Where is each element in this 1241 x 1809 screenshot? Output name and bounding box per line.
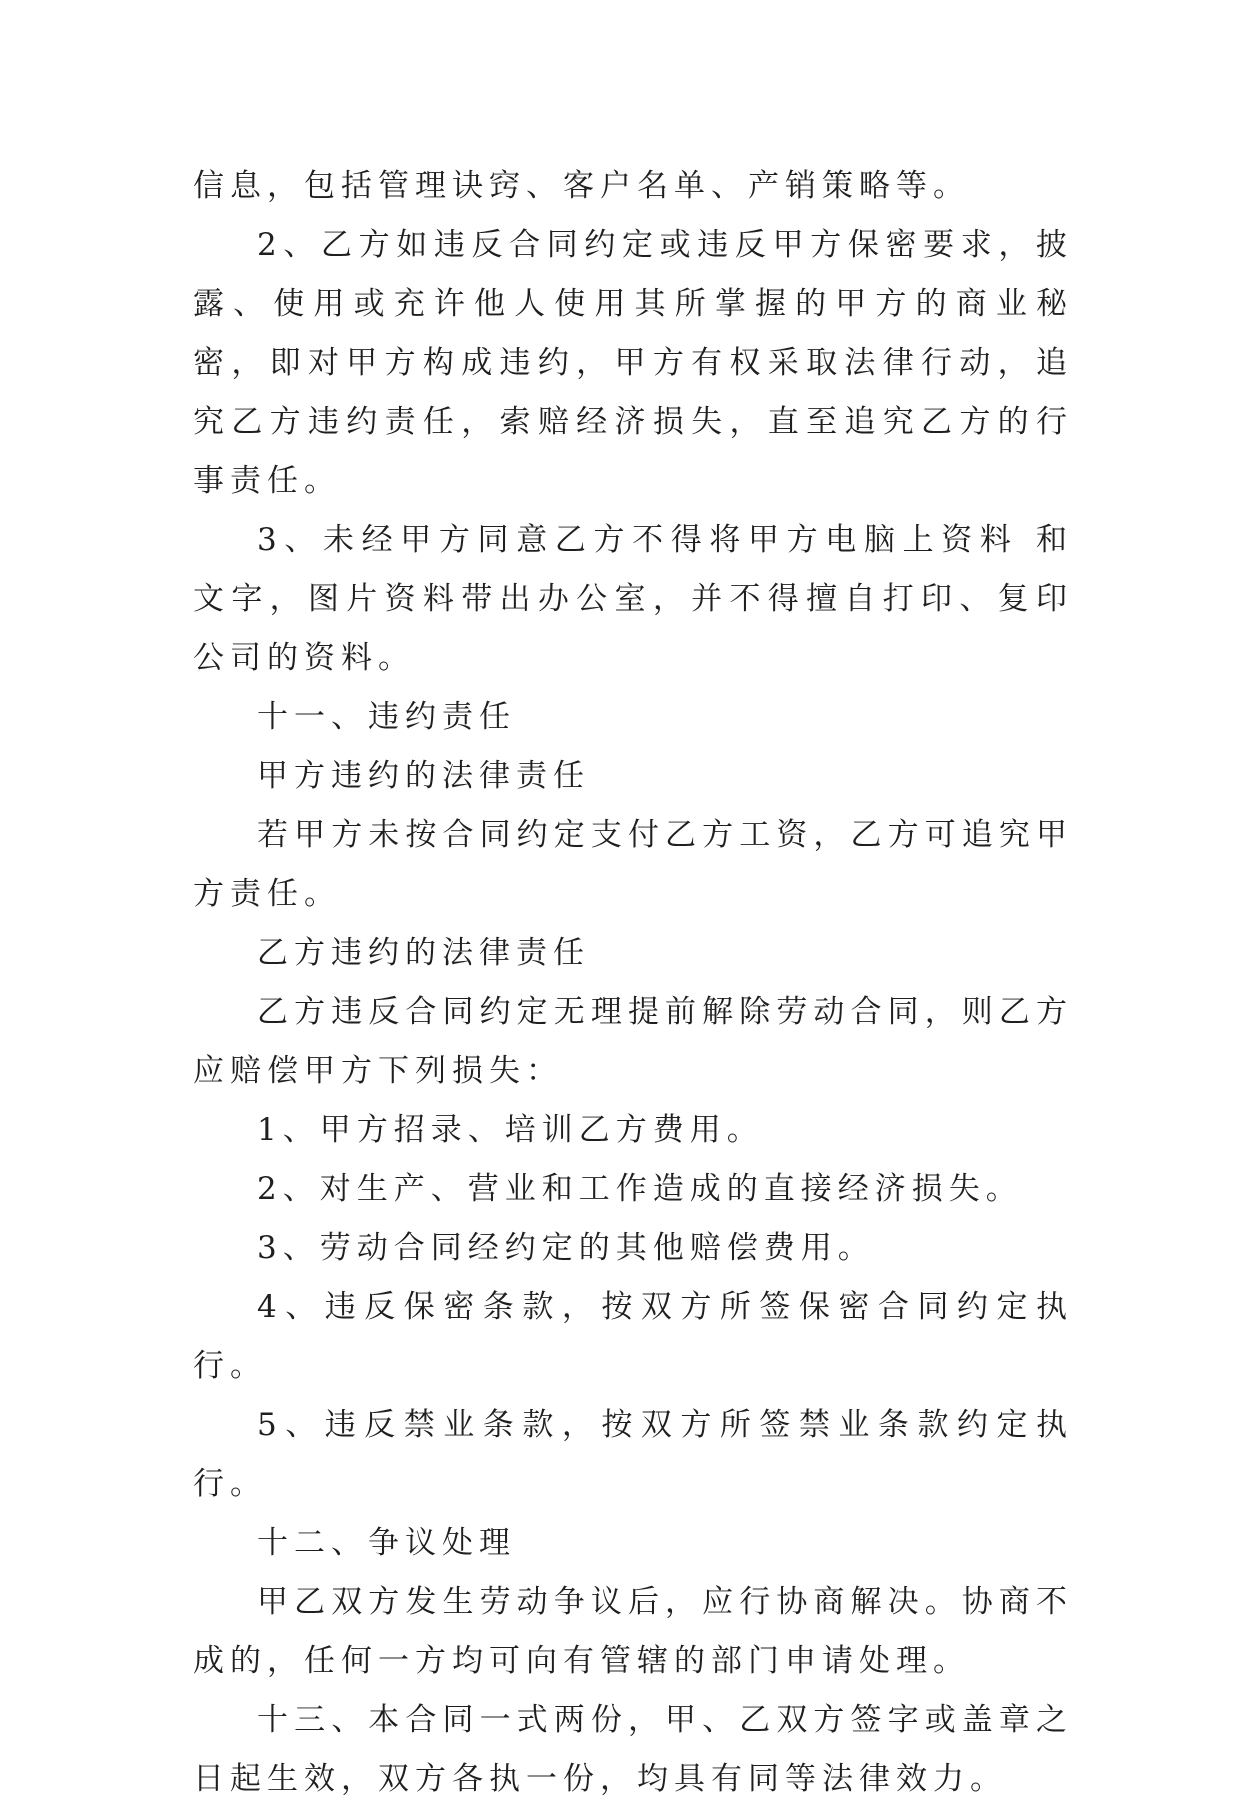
list-item-loss-5: 5、违反禁业条款，按双方所签禁业条款约定执行。 <box>193 1407 1073 1502</box>
list-item-loss-2: 2、对生产、营业和工作造成的直接经济损失。 <box>257 1171 1023 1207</box>
section-heading-breach: 十一、违约责任 <box>257 699 516 735</box>
paragraph-dispute: 甲乙双方发生劳动争议后，应行协商解决。协商不成的，任何一方均可向有管辖的部门申请处理。 <box>193 1584 1073 1679</box>
paragraph-clause-3: 3、未经甲方同意乙方不得将甲方电脑上资料 和文字，图片资料带出办公室，并不得擅自打印、复印公司的资料。 <box>193 522 1073 676</box>
paragraph-party-b-liability: 乙方违反合同约定无理提前解除劳动合同，则乙方应赔偿甲方下列损失： <box>193 994 1073 1089</box>
paragraph-continuation: 信息，包括管理诀窍、客户名单、产销策略等。 <box>193 168 970 204</box>
paragraph-party-a-liability: 若甲方未按合同约定支付乙方工资，乙方可追究甲方责任。 <box>193 817 1073 912</box>
list-item-loss-4: 4、违反保密条款，按双方所签保密合同约定执行。 <box>193 1289 1073 1384</box>
paragraph-clause-2: 2、乙方如违反合同约定或违反甲方保密要求，披露、使用或充许他人使用其所掌握的甲方的商业秘密，即对甲方构成违约，甲方有权采取法律行动，追究乙方违约责任，索赔经济损失，直至追究乙方的行事责任。 <box>193 227 1073 499</box>
list-item-loss-3: 3、劳动合同经约定的其他赔偿费用。 <box>257 1230 875 1266</box>
section-heading-dispute: 十二、争议处理 <box>257 1525 516 1561</box>
paragraph-contract-copies: 十三、本合同一式两份，甲、乙双方签字或盖章之日起生效，双方各执一份，均具有同等法律效力。 <box>193 1702 1073 1797</box>
list-item-loss-1: 1、甲方招录、培训乙方费用。 <box>257 1112 764 1148</box>
document-body <box>193 157 1073 1809</box>
subheading-party-b-liability: 乙方违约的法律责任 <box>257 935 590 971</box>
subheading-party-a-liability: 甲方违约的法律责任 <box>257 758 590 794</box>
